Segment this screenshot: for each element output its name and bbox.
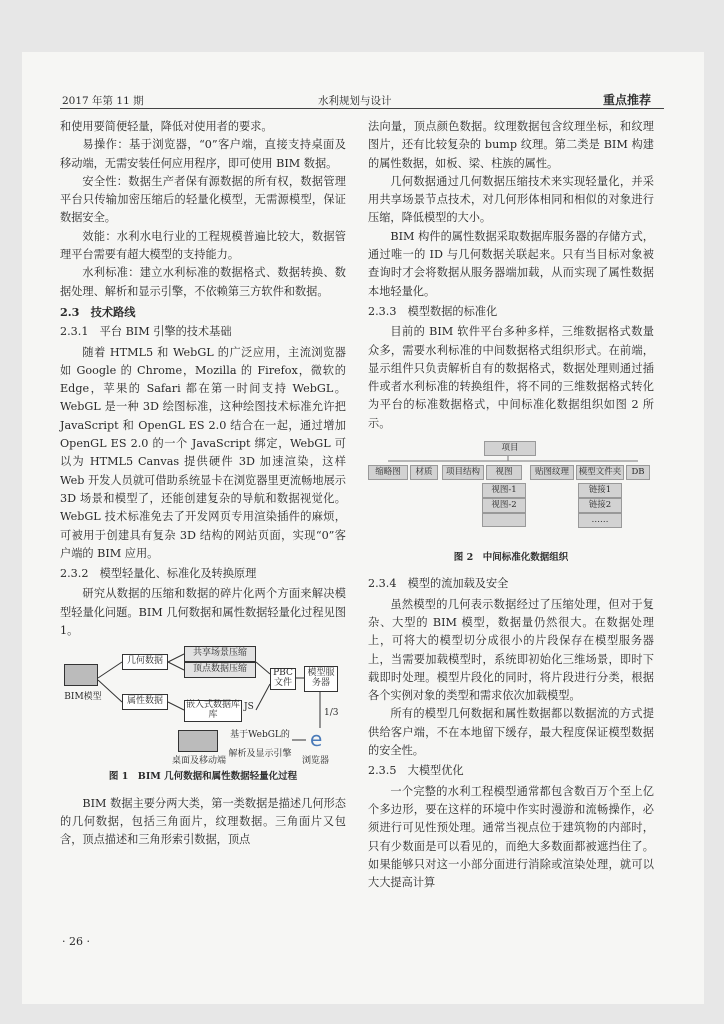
paragraph: 随着 HTML5 和 WebGL 的广泛应用，主流浏览器如 Google 的 Chrome，Mozilla 的 Firefox，微软的 Edge，苹果的 Safari 都在第一时间支持 WebGL。WebGL 是一种 3D 绘图标准，这种绘图技术标准允许把 JavaScript 和 OpenGL ES 2.0 结合在一起，通过增加 OpenGL ES 2.0 的一个 JavaScript 绑定，WebGL 可以为 HTML5 Canvas 提供硬件 3D 加速渲染，这样 Web 开发人员就可借助系统显卡在浏览器里更流畅地展示 3D 场景和模型了，还能创建复杂的导航和数据视觉化。WebGL 技术标准免去了开发网页专用渲染插件的麻烦，可被用于创建具有复杂 3D 结构的网站页面，实现“0”客户端的 BIM 应用。 <box>60 345 346 560</box>
paragraph: 虽然模型的几何表示数据经过了压缩处理，但对于复杂、大型的 BIM 模型，数据量仍然很大。在数据处理上，可将大的模型切分成很小的片段保存在模型服务器上，当需要加载模型时，系统即初始化三维场景，即时下载即时处理。模型片段化的同时，将片段进行分类，根据各个实例对象的类型和需求依次加载模型。 <box>368 597 654 703</box>
texture-node: 贴图纹理 <box>530 465 574 480</box>
share-compress-box: 共享场景压缩 <box>184 646 256 662</box>
vertex-compress-box: 顶点数据压缩 <box>184 662 256 678</box>
header-rule <box>60 108 664 109</box>
bim-model-label: BIM模型 <box>64 692 102 703</box>
db-node: DB <box>626 465 650 480</box>
view-1-node: 视图-1 <box>482 483 526 498</box>
structure-node: 项目结构 <box>442 465 484 480</box>
webgl-engine-label: 基于WebGL的解析及显示引擎 <box>228 730 292 759</box>
link-1-node: 链接1 <box>578 483 622 498</box>
figure-1-diagram <box>60 640 346 767</box>
right-column <box>368 118 654 892</box>
browser-label: 浏览器 <box>302 756 330 767</box>
subsection-heading: 2.3.3 模型数据的标准化 <box>368 304 498 318</box>
material-node: 材质 <box>410 465 438 480</box>
paragraph: 所有的模型几何数据和属性数据都以数据流的方式提供给客户端，不在本地留下缓存，最大程度保证模型数据的安全性。 <box>368 707 654 758</box>
model-server-box: 模型服务器 <box>304 666 338 692</box>
left-column <box>60 118 346 850</box>
paragraph: BIM 构件的属性数据采取数据库服务器的存储方式，通过唯一的 ID 与几何数据关联起来。只有当目标对象被查询时才会将数据从服务器端加载，从而实现了属性数据本地轻量化。 <box>368 229 654 298</box>
header-issue: 2017 年第 11 期 <box>62 95 144 107</box>
paragraph: 水利标准：建立水利标准的数据格式、数据转换、数据处理、解析和显示引擎，不依赖第三方软件和数据。 <box>60 266 346 298</box>
figure-1-caption: 图 1 BIM 几何数据和属性数据轻量化过程 <box>108 771 298 783</box>
subsection-heading: 2.3.4 模型的流加载及安全 <box>368 577 509 591</box>
header-section: 重点推荐 <box>603 93 652 107</box>
paragraph: 安全性：数据生产者保有源数据的所有权，数据管理平台只传输加密压缩后的轻量化模型，无需源模型，保证数据安全。 <box>60 174 346 225</box>
paragraph: 和使用要简便轻量，降低对使用者的要求。 <box>60 120 273 133</box>
view-more-node <box>482 513 526 527</box>
section-heading: 2.3 技术路线 <box>60 304 136 319</box>
attribute-data-box: 属性数据 <box>122 694 168 710</box>
step-label: 1/3 <box>324 708 339 719</box>
desktop-mobile-icon <box>178 730 218 752</box>
js-label: JS <box>244 702 254 713</box>
paragraph: 法向量，顶点颜色数据。纹理数据包含纹理坐标，和纹理图片，还有比较复杂的 bump 纹理。第二类是 BIM 构建的属性数据，如板、梁、柱族的属性。 <box>368 120 654 170</box>
paragraph: BIM 数据主要分两大类，第一类数据是描述几何形态的几何数据，包括三角面片，纹理数据。三角面片又包含，顶点描述和三角形索引数据，顶点 <box>60 796 346 847</box>
paragraph: 研究从数据的压缩和数据的碎片化两个方面来解决模型轻量化问题。BIM 几何数据和属性数据轻量化过程见图 1。 <box>60 587 346 638</box>
view-2-node: 视图-2 <box>482 498 526 513</box>
desktop-mobile-label: 桌面及移动端 <box>171 756 226 767</box>
paragraph: 效能：水利水电行业的工程规模普遍比较大，数据管理平台需要有超大模型的支持能力。 <box>60 229 346 262</box>
figure-2-caption: 图 2 中间标准化数据组织 <box>453 552 569 564</box>
page-number: · 26 · <box>62 935 90 948</box>
model-folder-node: 模型文件夹 <box>576 465 624 480</box>
geometry-data-box: 几何数据 <box>122 654 168 670</box>
link-2-node: 链接2 <box>578 498 622 513</box>
thumbnail-node: 缩略图 <box>368 465 408 480</box>
project-node: 项目 <box>484 441 536 456</box>
embedded-db-box: 嵌入式数据库库 <box>185 700 240 721</box>
bim-model-icon <box>64 664 98 686</box>
pbc-file-box: PBC文件 <box>270 668 296 690</box>
figure-2-diagram <box>368 433 654 543</box>
subsection-heading: 2.3.2 模型轻量化、标准化及转换原理 <box>60 567 257 581</box>
subsection-heading: 2.3.1 平台 BIM 引擎的技术基础 <box>60 325 232 339</box>
paragraph: 易操作：基于浏览器，“0”客户端，直接支持桌面及移动端，无需安装任何应用程序，即可使用 BIM 数据。 <box>60 138 346 170</box>
paragraph: 几何数据通过几何数据压缩技术来实现轻量化，并采用共享场景节点技术，对几何形体相同和相似的对象进行压缩，降低模型的大小。 <box>368 174 654 225</box>
header-journal: 水利规划与设计 <box>318 95 392 107</box>
subsection-heading: 2.3.5 大模型优化 <box>368 764 464 778</box>
link-more-node: …… <box>578 513 622 528</box>
view-node: 视图 <box>486 465 522 480</box>
paragraph: 一个完整的水利工程模型通常都包含数百万个至上亿个多边形，要在这样的环境中作实时漫游和流畅操作，必须进行可见性预处理。通常当视点位于建筑物的内部时，只有少数面是可以看见的，而绝大多数面都被遮挡住了。如果能够只对这一小部分面进行消除或渲染处理，就可以大大提高计算 <box>368 784 654 890</box>
browser-icon: e <box>310 727 323 752</box>
paragraph: 目前的 BIM 软件平台多种多样，三维数据格式数量众多，需要水利标准的中间数据格式组织形式。在前端，显示组件只负责解析自有的数据格式，数据处理则通过插件或者水利标准的转换组件，将不同的三维数据格式转化为平台的标准数据格式，中间标准化数据组织如图 2 所示。 <box>368 325 654 430</box>
